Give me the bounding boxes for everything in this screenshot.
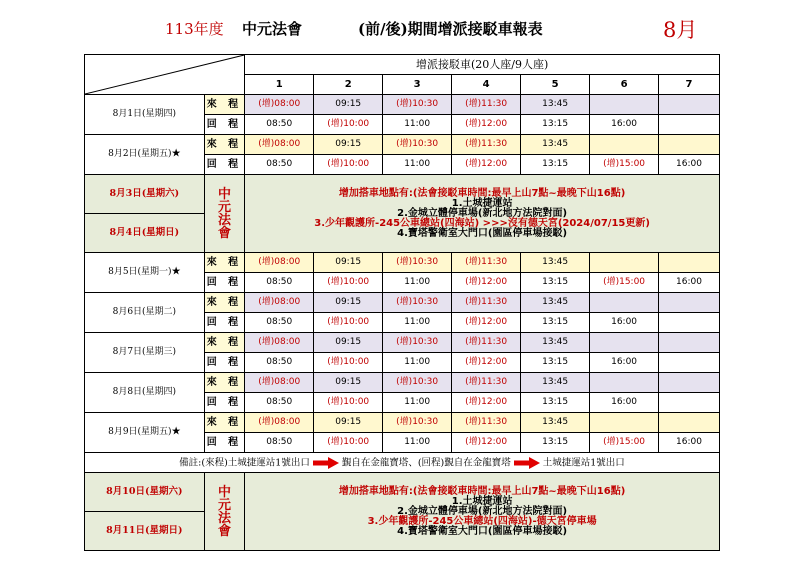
- ceremony-line-l3: 3.少年觀護所-245公車總站(四海站) >>>沒有德天宮(2024/07/15更新): [314, 217, 650, 229]
- go-time-cell: (增)08:00: [245, 333, 314, 353]
- back-time-cell: 13:15: [521, 433, 590, 453]
- col-header-3: 3: [383, 75, 452, 95]
- go-time-cell: [590, 413, 659, 433]
- go-time-cell: 13:45: [521, 253, 590, 273]
- go-time-cell: (增)11:30: [452, 413, 521, 433]
- note-part-3: 土城捷運站1號出口: [542, 457, 625, 468]
- go-time-cell: (增)11:30: [452, 253, 521, 273]
- report-title: [0, 0, 800, 50]
- go-label: 來 程: [204, 95, 245, 115]
- go-time-cell: (增)10:30: [383, 135, 452, 155]
- red-arrow-icon: [313, 457, 339, 469]
- back-time-cell: 13:15: [521, 115, 590, 135]
- day-date: 8月8日(星期四): [85, 373, 205, 413]
- col-header-5: 5: [521, 75, 590, 95]
- go-time-cell: 09:15: [314, 333, 383, 353]
- ceremony-row: [85, 175, 720, 214]
- back-time-cell: 11:00: [383, 393, 452, 413]
- back-time-cell: 11:00: [383, 155, 452, 175]
- day-date: 8月2日(星期五)★: [85, 135, 205, 175]
- go-time-cell: (增)11:30: [452, 373, 521, 393]
- ceremony-line-heading: 增加搭車地點有:(法會接駁車時間:最早上山7點~最晚下山16點): [338, 485, 626, 497]
- back-label: 回 程: [204, 353, 245, 373]
- ceremony-info: [245, 473, 720, 551]
- day-go-row: [85, 95, 720, 115]
- go-time-cell: 09:15: [314, 95, 383, 115]
- go-time-cell: [659, 373, 720, 393]
- vertical-char: 法: [217, 212, 231, 228]
- back-time-cell: (增)10:00: [314, 273, 383, 293]
- ceremony-row: [85, 473, 720, 512]
- go-time-cell: 09:15: [314, 253, 383, 273]
- vertical-char: 元: [217, 497, 231, 513]
- back-label: 回 程: [204, 155, 245, 175]
- back-label: 回 程: [204, 393, 245, 413]
- go-time-cell: (增)10:30: [383, 333, 452, 353]
- go-time-cell: [659, 253, 720, 273]
- back-time-cell: 16:00: [590, 353, 659, 373]
- header-row: [85, 55, 720, 75]
- note-part-1: 備註:(來程)土城捷運站1號出口: [179, 457, 310, 468]
- vertical-char: 會: [217, 225, 231, 241]
- back-time-cell: (增)10:00: [314, 393, 383, 413]
- back-time-cell: 16:00: [590, 313, 659, 333]
- go-time-cell: [659, 95, 720, 115]
- back-time-cell: 11:00: [383, 273, 452, 293]
- go-time-cell: [590, 373, 659, 393]
- ceremony-vertical-label: [204, 175, 245, 253]
- back-time-cell: (增)15:00: [590, 273, 659, 293]
- back-label: 回 程: [204, 313, 245, 333]
- go-time-cell: [659, 413, 720, 433]
- go-time-cell: 09:15: [314, 413, 383, 433]
- go-time-cell: [659, 293, 720, 313]
- ceremony-date: 8月3日(星期六): [85, 175, 205, 214]
- go-time-cell: 09:15: [314, 373, 383, 393]
- back-time-cell: (增)10:00: [314, 313, 383, 333]
- back-time-cell: 13:15: [521, 273, 590, 293]
- day-go-row: [85, 373, 720, 393]
- col-header-2: 2: [314, 75, 383, 95]
- go-time-cell: 13:45: [521, 333, 590, 353]
- go-label: 來 程: [204, 253, 245, 273]
- header-main: 增派接駁車(20人座/9人座): [245, 55, 720, 75]
- ceremony-date: 8月4日(星期日): [85, 214, 205, 253]
- ceremony-line-l4: 4.寶塔警衛室大門口(園區停車場接駁): [397, 525, 568, 537]
- back-time-cell: [659, 313, 720, 333]
- col-header-6: 6: [590, 75, 659, 95]
- back-time-cell: (增)10:00: [314, 155, 383, 175]
- go-time-cell: (增)08:00: [245, 293, 314, 313]
- col-header-7: 7: [659, 75, 720, 95]
- go-label: 來 程: [204, 373, 245, 393]
- back-time-cell: 13:15: [521, 393, 590, 413]
- go-time-cell: (增)08:00: [245, 95, 314, 115]
- go-time-cell: 13:45: [521, 373, 590, 393]
- back-time-cell: 16:00: [659, 155, 720, 175]
- vertical-char: 法: [217, 510, 231, 526]
- ceremony-line-l2: 2.金城立體停車場(新北地方法院對面): [397, 207, 568, 219]
- go-label: 來 程: [204, 293, 245, 313]
- go-time-cell: [590, 95, 659, 115]
- back-time-cell: 13:15: [521, 155, 590, 175]
- title-month: 8月: [663, 18, 698, 42]
- go-time-cell: (增)08:00: [245, 373, 314, 393]
- go-time-cell: (增)11:30: [452, 293, 521, 313]
- ceremony-line-l1: 1.土城捷運站: [451, 495, 513, 507]
- ceremony-line-l1: 1.土城捷運站: [451, 197, 513, 209]
- day-date: 8月5日(星期一)★: [85, 253, 205, 293]
- go-label: 來 程: [204, 333, 245, 353]
- red-arrow-icon: [514, 457, 540, 469]
- vertical-char: 元: [217, 199, 231, 215]
- go-time-cell: 13:45: [521, 413, 590, 433]
- go-label: 來 程: [204, 135, 245, 155]
- back-time-cell: (增)15:00: [590, 155, 659, 175]
- ceremony-date: 8月10日(星期六): [85, 473, 205, 512]
- schedule-table: [84, 54, 720, 551]
- back-time-cell: 16:00: [659, 433, 720, 453]
- title-event: 中元法會: [242, 20, 303, 38]
- back-label: 回 程: [204, 433, 245, 453]
- back-time-cell: 11:00: [383, 115, 452, 135]
- go-time-cell: (增)11:30: [452, 95, 521, 115]
- go-time-cell: (增)08:00: [245, 135, 314, 155]
- go-time-cell: (增)08:00: [245, 253, 314, 273]
- back-time-cell: 13:15: [521, 353, 590, 373]
- title-report: (前/後)期間增派接駁車報表: [358, 20, 543, 38]
- back-time-cell: 11:00: [383, 433, 452, 453]
- day-date: 8月6日(星期二): [85, 293, 205, 333]
- back-time-cell: 13:15: [521, 313, 590, 333]
- back-time-cell: (增)10:00: [314, 433, 383, 453]
- go-time-cell: [659, 135, 720, 155]
- day-date: 8月1日(星期四): [85, 95, 205, 135]
- go-time-cell: 09:15: [314, 293, 383, 313]
- back-time-cell: 08:50: [245, 155, 314, 175]
- go-time-cell: (增)10:30: [383, 293, 452, 313]
- day-go-row: [85, 413, 720, 433]
- ceremony-line-heading: 增加搭車地點有:(法會接駁車時間:最早上山7點~最晚下山16點): [338, 187, 626, 199]
- note-cell: [85, 453, 720, 473]
- day-go-row: [85, 253, 720, 273]
- go-time-cell: (增)10:30: [383, 253, 452, 273]
- go-time-cell: 13:45: [521, 293, 590, 313]
- back-label: 回 程: [204, 115, 245, 135]
- back-time-cell: 08:50: [245, 393, 314, 413]
- note-row: [85, 453, 720, 473]
- back-time-cell: 08:50: [245, 433, 314, 453]
- ceremony-date: 8月11日(星期日): [85, 512, 205, 551]
- ceremony-line-l2: 2.金城立體停車場(新北地方法院對面): [397, 505, 568, 517]
- go-label: 來 程: [204, 413, 245, 433]
- day-go-row: [85, 135, 720, 155]
- col-header-1: 1: [245, 75, 314, 95]
- back-time-cell: [659, 353, 720, 373]
- ceremony-info: [245, 175, 720, 253]
- go-time-cell: [659, 333, 720, 353]
- header-diagonal-cell: [85, 55, 245, 95]
- back-time-cell: (增)12:00: [452, 155, 521, 175]
- ceremony-line-l3: 3.少年觀護所-245公車總站(四海站)-德天宮停車場: [367, 515, 597, 527]
- back-time-cell: (增)12:00: [452, 313, 521, 333]
- back-time-cell: 08:50: [245, 353, 314, 373]
- ceremony-line-l4: 4.寶塔警衛室大門口(園區停車場接駁): [397, 227, 568, 239]
- go-time-cell: [590, 253, 659, 273]
- go-time-cell: (增)10:30: [383, 95, 452, 115]
- col-header-4: 4: [452, 75, 521, 95]
- go-time-cell: (增)11:30: [452, 333, 521, 353]
- go-time-cell: (增)10:30: [383, 373, 452, 393]
- back-time-cell: 08:50: [245, 273, 314, 293]
- back-time-cell: 16:00: [590, 115, 659, 135]
- back-time-cell: 11:00: [383, 313, 452, 333]
- go-time-cell: (增)10:30: [383, 413, 452, 433]
- day-date: 8月9日(星期五)★: [85, 413, 205, 453]
- back-time-cell: 08:50: [245, 313, 314, 333]
- back-time-cell: (增)12:00: [452, 393, 521, 413]
- back-time-cell: [659, 393, 720, 413]
- ceremony-vertical-label: [204, 473, 245, 551]
- title-year: 113年度: [165, 20, 224, 38]
- vertical-char: 中: [217, 186, 231, 202]
- vertical-char: 中: [217, 484, 231, 500]
- go-time-cell: [590, 333, 659, 353]
- go-time-cell: [590, 293, 659, 313]
- go-time-cell: 13:45: [521, 135, 590, 155]
- go-time-cell: 13:45: [521, 95, 590, 115]
- vertical-char: 會: [217, 523, 231, 539]
- day-go-row: [85, 333, 720, 353]
- back-time-cell: (增)12:00: [452, 115, 521, 135]
- back-time-cell: [659, 115, 720, 135]
- diagonal-line: [85, 55, 244, 94]
- go-time-cell: 09:15: [314, 135, 383, 155]
- go-time-cell: (增)11:30: [452, 135, 521, 155]
- back-time-cell: (增)10:00: [314, 115, 383, 135]
- note-part-2: 覲自在金龍寶塔、(回程)覲自在金龍寶塔: [341, 457, 511, 468]
- back-time-cell: (增)15:00: [590, 433, 659, 453]
- back-label: 回 程: [204, 273, 245, 293]
- back-time-cell: (增)12:00: [452, 273, 521, 293]
- go-time-cell: (增)08:00: [245, 413, 314, 433]
- day-go-row: [85, 293, 720, 313]
- back-time-cell: (增)10:00: [314, 353, 383, 373]
- day-date: 8月7日(星期三): [85, 333, 205, 373]
- back-time-cell: 16:00: [590, 393, 659, 413]
- back-time-cell: (增)12:00: [452, 353, 521, 373]
- back-time-cell: 11:00: [383, 353, 452, 373]
- back-time-cell: 08:50: [245, 115, 314, 135]
- go-time-cell: [590, 135, 659, 155]
- back-time-cell: (增)12:00: [452, 433, 521, 453]
- back-time-cell: 16:00: [659, 273, 720, 293]
